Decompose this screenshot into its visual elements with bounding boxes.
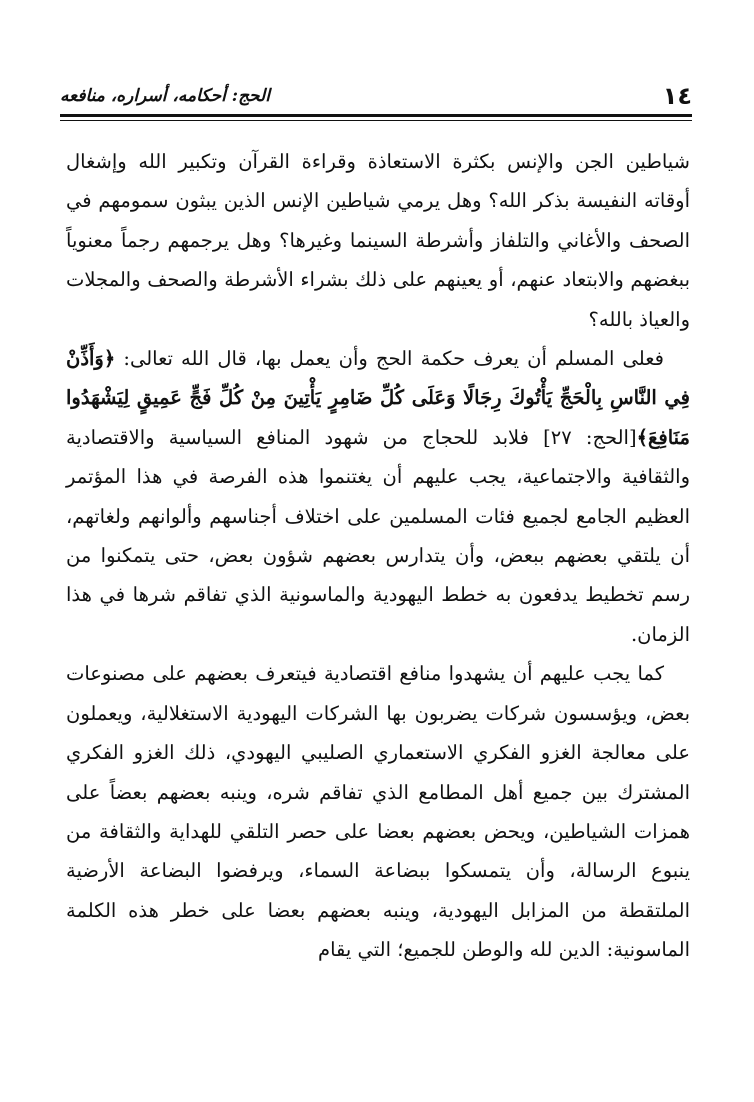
header-rule (60, 114, 692, 117)
header-rule-thin (60, 120, 692, 121)
running-title: الحج: أحكامه، أسراره، منافعه (60, 86, 270, 106)
body-text (66, 142, 690, 970)
page-number: ١٤ (662, 82, 692, 110)
paragraph-2 (66, 339, 690, 654)
paragraph-2-body: [الحج: ٢٧] فلابد للحجاج من شهود المنافع السياسية والاقتصادية والثقافية والاجتماعية، يجب عليهم أن يغتنموا هذه الفرصة في هذا المؤتمر العظيم الجامع لجميع فئات المسلمين على اختلاف أجناسهم وألوانهم ولغاتهم، أن يلتقي بعضهم ببعض، وأن يتدارس بعضهم شؤون بعض، حتى يتمكنوا من رسم تخطيط يدفعون به خطط اليهودية والماسونية الذي تفاقم شرها في هذا الزمان. (66, 425, 690, 646)
page-header (60, 78, 692, 114)
quran-verse: ﴿وَأَذِّنْ فِي النَّاسِ بِالْحَجِّ يَأْتُوكَ رِجَالًا وَعَلَى كُلِّ ضَامِرٍ يَأْتِينَ مِنْ كُلِّ فَجٍّ عَمِيقٍ لِيَشْهَدُوا مَنَافِعَ﴾ (66, 347, 690, 449)
paragraph-3: كما يجب عليهم أن يشهدوا منافع اقتصادية فيتعرف بعضهم على مصنوعات بعض، ويؤسسون شركات يضربون بها الشركات اليهودية الاستغلالية، ويعملون على معالجة الغزو الفكري الاستعماري الصليبي اليهودي، ذلك الغزو الفكري المشترك بين جميع أهل المطامع الذي تفاقم شره، وينبه بعضهم بعضاً على همزات الشياطين، ويحض بعضهم بعضا على حصر التلقي للهداية والثقافة من ينبوع الرسالة، وأن يتمسكوا ببضاعة السماء، ويرفضوا البضاعة الأرضية الملتقطة من المزابل اليهودية، وينبه بعضهم بعضا على خطر هذه الكلمة الماسونية: الدين لله والوطن للجميع؛ التي يقام (66, 662, 690, 962)
paragraph-2-intro: فعلى المسلم أن يعرف حكمة الحج وأن يعمل بها، قال الله تعالى: (115, 347, 664, 371)
paragraph-1: شياطين الجن والإنس بكثرة الاستعاذة وقراءة القرآن وتكبير الله وإشغال أوقاته النفيسة بذكر الله؟ وهل يرمي شياطين الإنس الذين يبثون سمومهم في الصحف والأغاني والتلفاز وأشرطة السينما وغيرها؟ وهل يرجمهم رجماً معنوياً ببغضهم والابتعاد عنهم، أو يعينهم على ذلك بشراء الأشرطة والصحف والمجلات والعياذ بالله؟ (66, 150, 690, 331)
